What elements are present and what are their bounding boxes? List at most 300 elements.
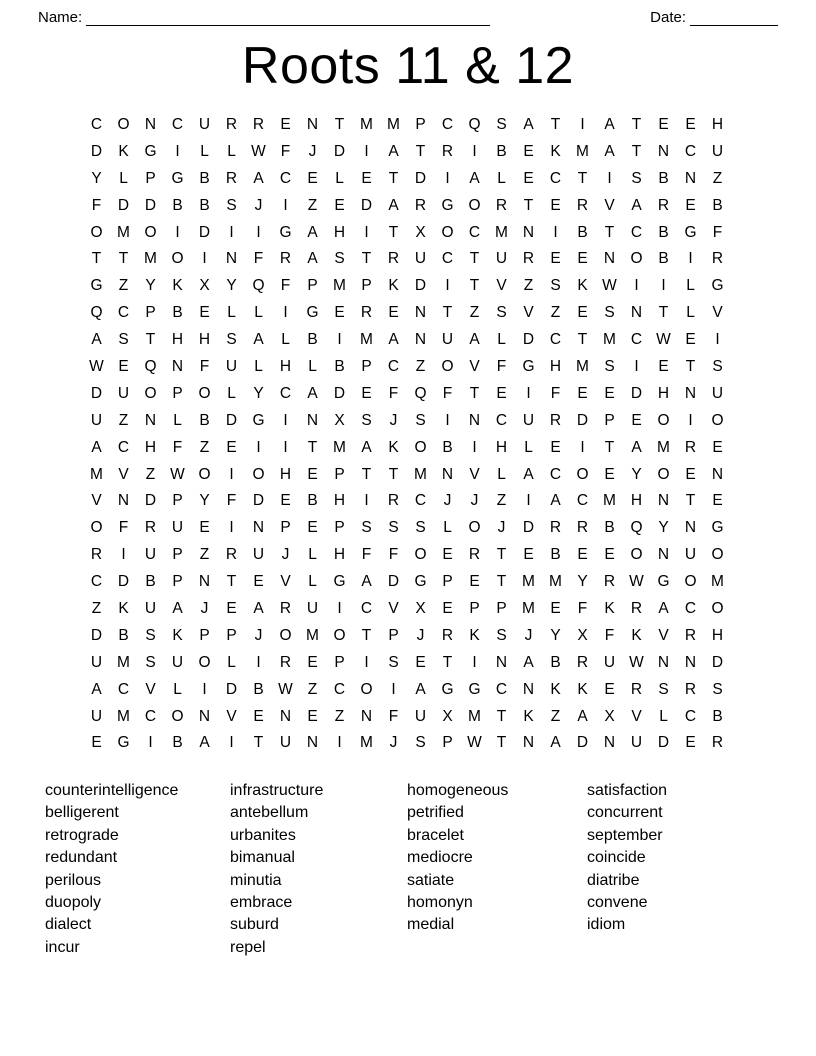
grid-cell[interactable]: M: [333, 438, 346, 456]
grid-cell[interactable]: O: [630, 546, 643, 564]
grid-cell[interactable]: C: [144, 707, 157, 725]
grid-cell[interactable]: E: [253, 707, 264, 725]
grid-cell[interactable]: S: [145, 653, 156, 671]
grid-cell[interactable]: F: [388, 384, 399, 402]
grid-cell[interactable]: D: [144, 492, 157, 510]
grid-cell[interactable]: I: [526, 384, 531, 402]
grid-cell[interactable]: U: [279, 734, 292, 752]
grid-cell[interactable]: M: [414, 465, 427, 483]
grid-cell[interactable]: E: [685, 331, 696, 349]
grid-cell[interactable]: T: [388, 223, 399, 241]
grid-cell[interactable]: S: [361, 411, 372, 429]
grid-cell[interactable]: N: [603, 250, 616, 268]
grid-cell[interactable]: R: [576, 653, 589, 671]
grid-cell[interactable]: N: [684, 384, 697, 402]
grid-cell[interactable]: W: [251, 142, 266, 160]
grid-cell[interactable]: U: [711, 384, 724, 402]
grid-cell[interactable]: L: [308, 573, 317, 591]
grid-cell[interactable]: D: [117, 196, 130, 214]
grid-cell[interactable]: D: [225, 680, 238, 698]
grid-cell[interactable]: K: [577, 680, 588, 698]
grid-cell[interactable]: E: [685, 734, 696, 752]
grid-cell[interactable]: N: [441, 465, 454, 483]
grid-cell[interactable]: J: [443, 492, 452, 510]
grid-cell[interactable]: A: [550, 492, 561, 510]
grid-cell[interactable]: T: [307, 438, 318, 456]
grid-cell[interactable]: M: [603, 331, 616, 349]
grid-cell[interactable]: U: [684, 546, 697, 564]
grid-cell[interactable]: G: [333, 573, 346, 591]
grid-cell[interactable]: G: [414, 573, 427, 591]
grid-cell[interactable]: E: [523, 142, 534, 160]
grid-cell[interactable]: U: [711, 142, 724, 160]
grid-cell[interactable]: E: [712, 492, 723, 510]
grid-cell[interactable]: L: [497, 465, 506, 483]
grid-cell[interactable]: L: [200, 142, 209, 160]
grid-cell[interactable]: P: [388, 626, 399, 644]
grid-cell[interactable]: O: [198, 384, 211, 402]
grid-cell[interactable]: F: [577, 600, 588, 618]
grid-cell[interactable]: L: [173, 411, 182, 429]
grid-cell[interactable]: U: [414, 250, 427, 268]
grid-cell[interactable]: E: [307, 653, 318, 671]
grid-cell[interactable]: G: [279, 223, 292, 241]
grid-cell[interactable]: N: [414, 304, 427, 322]
grid-cell[interactable]: Y: [577, 573, 588, 591]
grid-cell[interactable]: Z: [118, 277, 129, 295]
grid-cell[interactable]: T: [118, 250, 129, 268]
grid-cell[interactable]: D: [144, 196, 157, 214]
grid-cell[interactable]: C: [117, 438, 130, 456]
grid-cell[interactable]: O: [198, 653, 211, 671]
grid-cell[interactable]: M: [522, 573, 535, 591]
grid-cell[interactable]: G: [522, 358, 535, 376]
grid-cell[interactable]: I: [634, 277, 639, 295]
grid-cell[interactable]: K: [469, 626, 480, 644]
word-list-item[interactable]: satisfaction: [587, 782, 668, 799]
grid-cell[interactable]: S: [361, 519, 372, 537]
grid-cell[interactable]: C: [117, 304, 130, 322]
grid-cell[interactable]: W: [170, 465, 185, 483]
grid-cell[interactable]: N: [198, 573, 211, 591]
grid-cell[interactable]: Z: [199, 438, 210, 456]
grid-cell[interactable]: D: [225, 411, 238, 429]
grid-cell[interactable]: T: [469, 277, 480, 295]
grid-cell[interactable]: R: [576, 519, 589, 537]
grid-cell[interactable]: Z: [469, 304, 480, 322]
grid-cell[interactable]: F: [604, 626, 615, 644]
grid-cell[interactable]: N: [225, 250, 238, 268]
grid-cell[interactable]: S: [604, 358, 615, 376]
grid-cell[interactable]: N: [657, 142, 670, 160]
word-list-item[interactable]: concurrent: [587, 804, 663, 822]
grid-cell[interactable]: C: [279, 384, 292, 402]
word-search-grid[interactable]: [83, 112, 731, 757]
grid-cell[interactable]: B: [658, 169, 669, 187]
grid-cell[interactable]: L: [254, 358, 263, 376]
grid-cell[interactable]: O: [630, 250, 643, 268]
word-list-item[interactable]: repel: [230, 938, 266, 956]
grid-cell[interactable]: A: [91, 438, 102, 456]
grid-cell[interactable]: P: [361, 358, 372, 376]
grid-cell[interactable]: N: [252, 519, 265, 537]
grid-cell[interactable]: J: [200, 600, 209, 618]
grid-cell[interactable]: S: [334, 250, 345, 268]
grid-cell[interactable]: O: [468, 519, 481, 537]
grid-cell[interactable]: A: [361, 573, 372, 591]
grid-cell[interactable]: R: [279, 250, 292, 268]
grid-cell[interactable]: B: [172, 196, 183, 214]
grid-cell[interactable]: I: [607, 169, 612, 187]
word-list-item[interactable]: retrograde: [45, 826, 119, 844]
grid-cell[interactable]: K: [118, 600, 129, 618]
grid-cell[interactable]: Y: [145, 277, 156, 295]
grid-cell[interactable]: E: [307, 519, 318, 537]
grid-cell[interactable]: I: [256, 653, 261, 671]
grid-cell[interactable]: A: [469, 331, 480, 349]
grid-cell[interactable]: O: [657, 411, 670, 429]
grid-cell[interactable]: H: [333, 223, 346, 241]
grid-cell[interactable]: C: [117, 680, 130, 698]
grid-cell[interactable]: T: [442, 653, 453, 671]
grid-cell[interactable]: D: [90, 384, 103, 402]
grid-cell[interactable]: B: [604, 519, 615, 537]
grid-cell[interactable]: B: [199, 169, 210, 187]
grid-cell[interactable]: B: [145, 573, 156, 591]
grid-cell[interactable]: N: [468, 411, 481, 429]
grid-cell[interactable]: U: [225, 358, 238, 376]
grid-cell[interactable]: T: [253, 734, 264, 752]
grid-cell[interactable]: L: [227, 304, 236, 322]
grid-cell[interactable]: U: [306, 600, 319, 618]
grid-cell[interactable]: M: [333, 277, 346, 295]
grid-cell[interactable]: Y: [658, 519, 669, 537]
grid-cell[interactable]: J: [389, 734, 398, 752]
grid-cell[interactable]: C: [495, 411, 508, 429]
grid-cell[interactable]: E: [712, 438, 723, 456]
grid-cell[interactable]: V: [496, 277, 507, 295]
grid-cell[interactable]: Z: [523, 277, 534, 295]
grid-cell[interactable]: B: [550, 546, 561, 564]
grid-cell[interactable]: W: [89, 358, 104, 376]
grid-cell[interactable]: L: [308, 546, 317, 564]
grid-cell[interactable]: D: [414, 169, 427, 187]
grid-cell[interactable]: Y: [253, 384, 264, 402]
word-list-item[interactable]: incur: [45, 938, 80, 956]
grid-cell[interactable]: T: [604, 223, 615, 241]
grid-cell[interactable]: I: [337, 600, 342, 618]
grid-cell[interactable]: T: [577, 331, 588, 349]
grid-cell[interactable]: E: [442, 600, 453, 618]
grid-cell[interactable]: R: [252, 116, 265, 133]
grid-cell[interactable]: Q: [144, 358, 157, 376]
grid-cell[interactable]: N: [144, 116, 157, 133]
grid-cell[interactable]: J: [254, 626, 263, 644]
grid-cell[interactable]: I: [472, 142, 477, 160]
grid-cell[interactable]: Z: [307, 196, 318, 214]
grid-cell[interactable]: S: [226, 196, 237, 214]
grid-cell[interactable]: E: [550, 196, 561, 214]
grid-cell[interactable]: O: [90, 223, 103, 241]
grid-cell[interactable]: I: [688, 250, 693, 268]
grid-cell[interactable]: F: [118, 519, 129, 537]
grid-cell[interactable]: T: [91, 250, 102, 268]
grid-cell[interactable]: I: [472, 438, 477, 456]
grid-cell[interactable]: D: [576, 411, 589, 429]
grid-cell[interactable]: G: [711, 519, 724, 537]
grid-cell[interactable]: Q: [630, 519, 643, 537]
grid-cell[interactable]: A: [523, 653, 534, 671]
grid-cell[interactable]: E: [685, 196, 696, 214]
grid-cell[interactable]: L: [686, 304, 695, 322]
grid-cell[interactable]: T: [604, 438, 615, 456]
grid-cell[interactable]: C: [549, 331, 562, 349]
grid-cell[interactable]: R: [144, 519, 157, 537]
grid-cell[interactable]: V: [388, 600, 399, 618]
grid-cell[interactable]: A: [253, 169, 264, 187]
grid-cell[interactable]: N: [522, 223, 535, 241]
grid-cell[interactable]: F: [388, 707, 399, 725]
grid-cell[interactable]: M: [549, 573, 562, 591]
grid-cell[interactable]: R: [387, 492, 400, 510]
grid-cell[interactable]: D: [414, 277, 427, 295]
grid-cell[interactable]: L: [497, 331, 506, 349]
grid-cell[interactable]: E: [253, 573, 264, 591]
grid-cell[interactable]: T: [388, 465, 399, 483]
grid-cell[interactable]: T: [496, 734, 507, 752]
grid-cell[interactable]: H: [144, 438, 157, 456]
grid-cell[interactable]: O: [279, 626, 292, 644]
word-list-item[interactable]: coincide: [587, 849, 646, 867]
grid-cell[interactable]: H: [333, 546, 346, 564]
grid-cell[interactable]: B: [172, 734, 183, 752]
grid-cell[interactable]: B: [577, 223, 588, 241]
grid-cell[interactable]: G: [657, 573, 670, 591]
grid-cell[interactable]: R: [549, 411, 562, 429]
grid-cell[interactable]: O: [468, 196, 481, 214]
grid-cell[interactable]: P: [145, 304, 156, 322]
grid-cell[interactable]: I: [337, 734, 342, 752]
grid-cell[interactable]: V: [469, 465, 480, 483]
word-list-item[interactable]: medial: [407, 916, 455, 934]
grid-cell[interactable]: O: [684, 573, 697, 591]
date-input-rule[interactable]: [690, 12, 778, 26]
word-list-item[interactable]: homonyn: [407, 894, 473, 912]
grid-cell[interactable]: Z: [496, 492, 507, 510]
grid-cell[interactable]: P: [145, 169, 156, 187]
grid-cell[interactable]: M: [468, 707, 481, 725]
grid-cell[interactable]: U: [630, 734, 643, 752]
grid-cell[interactable]: I: [337, 331, 342, 349]
grid-cell[interactable]: S: [226, 331, 237, 349]
word-list-item[interactable]: bimanual: [230, 849, 295, 867]
grid-cell[interactable]: Z: [199, 546, 210, 564]
grid-cell[interactable]: T: [658, 304, 669, 322]
grid-cell[interactable]: S: [496, 304, 507, 322]
grid-cell[interactable]: H: [711, 626, 724, 644]
grid-cell[interactable]: I: [661, 277, 666, 295]
grid-cell[interactable]: T: [496, 546, 507, 564]
grid-cell[interactable]: T: [361, 626, 372, 644]
grid-cell[interactable]: Q: [468, 116, 481, 133]
grid-cell[interactable]: A: [388, 142, 399, 160]
grid-cell[interactable]: E: [685, 116, 696, 133]
grid-cell[interactable]: Q: [252, 277, 265, 295]
grid-cell[interactable]: D: [522, 331, 535, 349]
word-list-item[interactable]: convene: [587, 894, 648, 912]
grid-cell[interactable]: L: [281, 331, 290, 349]
grid-cell[interactable]: M: [360, 116, 373, 133]
grid-cell[interactable]: D: [522, 519, 535, 537]
grid-cell[interactable]: C: [441, 116, 454, 133]
grid-cell[interactable]: F: [199, 358, 210, 376]
grid-cell[interactable]: I: [445, 169, 450, 187]
word-list-item[interactable]: bracelet: [407, 826, 464, 844]
grid-cell[interactable]: L: [497, 169, 506, 187]
grid-cell[interactable]: A: [658, 600, 669, 618]
grid-cell[interactable]: J: [524, 626, 533, 644]
grid-cell[interactable]: S: [388, 519, 399, 537]
grid-cell[interactable]: F: [253, 250, 264, 268]
grid-cell[interactable]: C: [171, 116, 184, 133]
grid-cell[interactable]: A: [388, 331, 399, 349]
grid-cell[interactable]: U: [90, 411, 103, 429]
grid-cell[interactable]: T: [496, 707, 507, 725]
grid-cell[interactable]: R: [522, 250, 535, 268]
word-list-item[interactable]: september: [587, 826, 663, 844]
grid-cell[interactable]: G: [711, 277, 724, 295]
grid-cell[interactable]: I: [229, 223, 234, 241]
grid-cell[interactable]: M: [360, 331, 373, 349]
grid-cell[interactable]: U: [603, 653, 616, 671]
grid-cell[interactable]: C: [684, 600, 697, 618]
grid-cell[interactable]: C: [360, 600, 373, 618]
grid-cell[interactable]: D: [576, 734, 589, 752]
grid-cell[interactable]: B: [118, 626, 129, 644]
grid-cell[interactable]: U: [90, 707, 103, 725]
grid-cell[interactable]: Z: [145, 465, 156, 483]
grid-cell[interactable]: X: [442, 707, 453, 725]
grid-cell[interactable]: E: [685, 465, 696, 483]
grid-cell[interactable]: N: [279, 707, 292, 725]
grid-cell[interactable]: V: [118, 465, 129, 483]
grid-cell[interactable]: A: [307, 250, 318, 268]
grid-cell[interactable]: D: [90, 626, 103, 644]
grid-cell[interactable]: R: [225, 169, 238, 187]
grid-cell[interactable]: N: [657, 546, 670, 564]
grid-cell[interactable]: L: [524, 438, 533, 456]
grid-cell[interactable]: I: [202, 680, 207, 698]
grid-cell[interactable]: B: [550, 653, 561, 671]
grid-cell[interactable]: I: [283, 411, 288, 429]
grid-cell[interactable]: S: [631, 169, 642, 187]
grid-cell[interactable]: H: [630, 492, 643, 510]
grid-cell[interactable]: M: [90, 465, 103, 483]
grid-cell[interactable]: E: [550, 600, 561, 618]
grid-cell[interactable]: L: [686, 277, 695, 295]
grid-cell[interactable]: J: [416, 626, 425, 644]
grid-cell[interactable]: G: [306, 304, 319, 322]
grid-cell[interactable]: P: [226, 626, 237, 644]
grid-cell[interactable]: A: [361, 438, 372, 456]
grid-cell[interactable]: D: [387, 573, 400, 591]
grid-cell[interactable]: E: [604, 680, 615, 698]
grid-cell[interactable]: E: [361, 169, 372, 187]
grid-cell[interactable]: V: [658, 626, 669, 644]
grid-cell[interactable]: V: [91, 492, 102, 510]
grid-cell[interactable]: K: [523, 707, 534, 725]
grid-cell[interactable]: S: [415, 734, 426, 752]
grid-cell[interactable]: T: [631, 142, 642, 160]
grid-cell[interactable]: P: [307, 277, 318, 295]
grid-cell[interactable]: B: [172, 304, 183, 322]
grid-cell[interactable]: U: [90, 653, 103, 671]
grid-cell[interactable]: B: [307, 492, 318, 510]
grid-cell[interactable]: E: [118, 358, 129, 376]
grid-cell[interactable]: K: [388, 438, 399, 456]
grid-cell[interactable]: O: [144, 384, 157, 402]
grid-cell[interactable]: B: [253, 680, 264, 698]
grid-cell[interactable]: R: [684, 680, 697, 698]
grid-cell[interactable]: O: [441, 358, 454, 376]
grid-cell[interactable]: G: [441, 680, 454, 698]
grid-cell[interactable]: N: [657, 653, 670, 671]
grid-cell[interactable]: P: [172, 546, 183, 564]
grid-cell[interactable]: P: [496, 600, 507, 618]
grid-cell[interactable]: P: [442, 573, 453, 591]
grid-cell[interactable]: I: [283, 196, 288, 214]
grid-cell[interactable]: S: [496, 626, 507, 644]
grid-cell[interactable]: E: [307, 465, 318, 483]
word-list-item[interactable]: mediocre: [407, 849, 473, 867]
grid-cell[interactable]: W: [656, 331, 671, 349]
grid-cell[interactable]: V: [604, 196, 615, 214]
grid-cell[interactable]: X: [577, 626, 588, 644]
grid-cell[interactable]: J: [281, 546, 290, 564]
grid-cell[interactable]: C: [90, 116, 103, 133]
grid-cell[interactable]: B: [442, 438, 453, 456]
grid-cell[interactable]: P: [334, 519, 345, 537]
grid-cell[interactable]: T: [469, 250, 480, 268]
grid-cell[interactable]: X: [415, 600, 426, 618]
grid-cell[interactable]: N: [414, 331, 427, 349]
grid-cell[interactable]: M: [117, 223, 130, 241]
grid-cell[interactable]: N: [306, 411, 319, 429]
grid-cell[interactable]: C: [333, 680, 346, 698]
grid-cell[interactable]: I: [148, 734, 153, 752]
grid-cell[interactable]: T: [361, 250, 372, 268]
grid-cell[interactable]: J: [254, 196, 263, 214]
grid-cell[interactable]: G: [171, 169, 184, 187]
word-list-item[interactable]: petrified: [407, 804, 464, 822]
grid-cell[interactable]: N: [684, 519, 697, 537]
grid-cell[interactable]: M: [360, 734, 373, 752]
grid-cell[interactable]: J: [389, 411, 398, 429]
grid-cell[interactable]: A: [604, 116, 615, 133]
grid-cell[interactable]: A: [172, 600, 183, 618]
grid-cell[interactable]: E: [307, 707, 318, 725]
grid-cell[interactable]: R: [684, 438, 697, 456]
grid-cell[interactable]: K: [550, 680, 561, 698]
grid-cell[interactable]: B: [334, 358, 345, 376]
grid-cell[interactable]: E: [226, 600, 237, 618]
word-list-item[interactable]: embrace: [230, 894, 293, 912]
grid-cell[interactable]: Z: [550, 707, 561, 725]
grid-cell[interactable]: D: [711, 653, 724, 671]
grid-cell[interactable]: U: [144, 546, 157, 564]
grid-cell[interactable]: I: [526, 492, 531, 510]
grid-cell[interactable]: G: [468, 680, 481, 698]
